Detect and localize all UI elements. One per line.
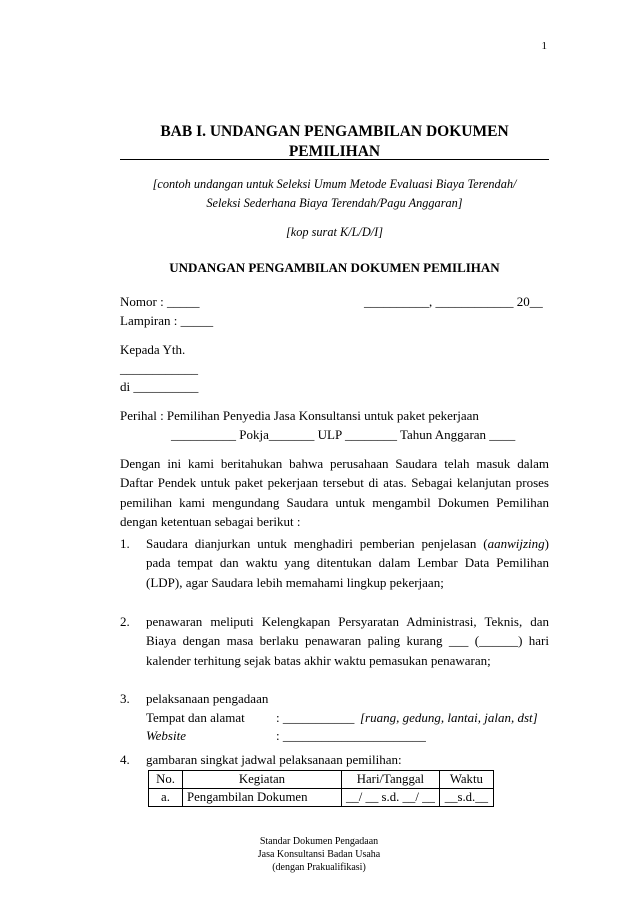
- footer-line-2: Jasa Konsultansi Badan Usaha: [257, 849, 381, 860]
- cell-no: a.: [149, 789, 183, 807]
- lampiran-field: Lampiran : _____: [120, 313, 214, 328]
- table-header-row: [149, 771, 494, 789]
- header-hari-tanggal: Hari/Tanggal: [342, 771, 440, 789]
- schedule-table: [148, 770, 494, 807]
- recipient-salutation: Kepada Yth.: [120, 342, 186, 357]
- perihal-line-2: __________ Pokja_______ ULP ________ Tahun Anggaran ____: [171, 427, 516, 442]
- table-row: [149, 789, 494, 807]
- item-text-1: Saudara dianjurkan untuk menghadiri pemberian penjelasan (aanwijzing) pada tempat dan waktu yang ditentukan dalam Lembar Data Pemilihan (LDP), agar Saudara lebih memahami lingkup pekerjaan;: [146, 536, 549, 590]
- item-text-4: gambaran singkat jadwal pelaksanaan pemilihan:: [146, 752, 402, 767]
- website-label: Website: [146, 728, 186, 743]
- footer-line-3: (dengan Prakualifikasi): [272, 862, 366, 873]
- cell-kegiatan: Pengambilan Dokumen: [183, 789, 342, 807]
- page-number: 1: [541, 40, 547, 52]
- header-kegiatan: Kegiatan: [183, 771, 342, 789]
- item-number-4: 4.: [120, 752, 130, 767]
- place-value: : ___________: [276, 710, 355, 725]
- item-number-3: 3.: [120, 691, 130, 706]
- header-no: No.: [149, 771, 183, 789]
- example-note-line-2: Seleksi Sederhana Biaya Terendah/Pagu Anggaran]: [206, 196, 463, 210]
- letterhead-note: [kop surat K/L/D/I]: [285, 225, 384, 239]
- example-note-line-1: [contoh undangan untuk Seleksi Umum Metode Evaluasi Biaya Terendah/: [152, 177, 517, 191]
- item-text-3: pelaksanaan pengadaan: [146, 691, 269, 706]
- website-value: : ______________________: [276, 728, 426, 743]
- footer-line-1: Standar Dokumen Pengadaan: [259, 836, 379, 847]
- title-divider: [120, 159, 549, 160]
- aanwijzing-term: aanwijzing: [487, 536, 545, 551]
- item-text-2: penawaran meliputi Kelengkapan Persyaratan Administrasi, Teknis, dan Biaya dengan masa berlaku penawaran paling kurang ___ (______) hari kalender terhitung sejak batas akhir waktu pemasukan penawaran;: [146, 614, 549, 668]
- place-note: [ruang, gedung, lantai, jalan, dst]: [360, 710, 538, 725]
- cell-waktu: __s.d.__: [439, 789, 493, 807]
- header-waktu: Waktu: [439, 771, 493, 789]
- place-label: Tempat dan alamat: [146, 710, 245, 725]
- nomor-field: Nomor : _____: [120, 294, 200, 309]
- intro-paragraph: Dengan ini kami beritahukan bahwa perusahaan Saudara telah masuk dalam Daftar Pendek untuk paket pekerjaan tersebut di atas. Sebagai kelanjutan proses pemilihan kami mengundang Saudara untuk mengambil Dokumen Pemilihan dengan ketentuan sebagai berikut :: [120, 456, 549, 530]
- item-number-1: 1.: [120, 536, 130, 551]
- chapter-title: BAB I. UNDANGAN PENGAMBILAN DOKUMEN PEMILIHAN: [160, 123, 509, 160]
- recipient-blank: ____________: [120, 361, 198, 376]
- footer: [0, 835, 638, 874]
- perihal-line-1: Perihal : Pemilihan Penyedia Jasa Konsultansi untuk paket pekerjaan: [120, 408, 479, 423]
- cell-hari-tanggal: __/ __ s.d. __/ __: [342, 789, 440, 807]
- recipient-location: di __________: [120, 379, 199, 394]
- letter-title: UNDANGAN PENGAMBILAN DOKUMEN PEMILIHAN: [169, 260, 500, 275]
- date-line: __________, ____________ 20__: [364, 294, 543, 309]
- item-number-2: 2.: [120, 614, 130, 629]
